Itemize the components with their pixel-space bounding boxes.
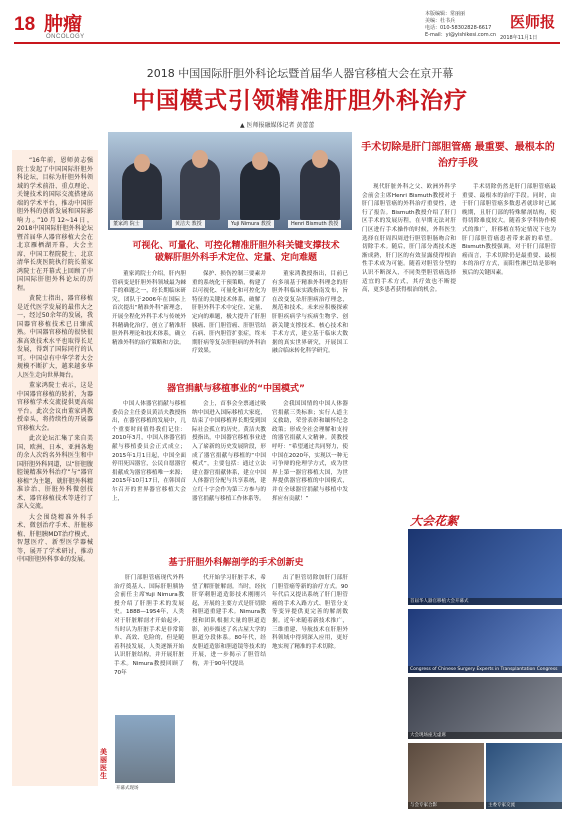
article-text: 现代肝脏外科之父、欧洲外科学会前会主席Henri Bismuth教授对于肝门部胆管癌的外科治疗重要性，进行了报告。Bismuth教授介绍了肝门区手术的发展历程，在早期无法对肝门区进行手术操作的时候，外科医生选择在肝周四周进行胆管胆肠吻合和切除手术。随后，肝门部分离技术逐渐成熟，肝门区的有效显露使得根治性手术成为可能。随着对胆管分型的认识不断深入，不同类型胆管癌选择适宜的手术方式，其疗效也不断提高，更多患者获得根治的机会。	[362, 184, 456, 294]
article-column	[112, 270, 186, 347]
sidebar-paragraph: 黄院士指出，器官移植是近代医学发展的最伟大之一，经过50余年的发展，我国器官移植技术已日臻成熟。中国器官移植的很快很准高效技术水平也取得长足发展，得到了国际同行的认可。中国卓有中华学者大会规模不断扩大，越来越多华人医生走向世界舞台。	[17, 295, 93, 379]
article-column	[192, 270, 266, 356]
speaker-head	[134, 154, 150, 172]
photo-caption: Yuji Nimura 教授	[228, 220, 274, 228]
sidebar-paragraph: “16年前，恩师黄志强院士发起了中国国际肝胆外科论坛，目标为肝胆外科领域的学术前沿、重点理论、关键技术的国际交流搭建高端的学术平台，推动中国肝胆外科的创新发展和国际影响力。”10月12~14日，2018中国国际肝胆外科论坛暨首届华人器官移植大会在北京雁栖湖开幕，大会主席、中国工程院院士、北京清华长庚医院执行院长董家鸿院士在开幕式上回顾了中国国际肝胆外科论坛的历程。	[17, 157, 93, 292]
sidebar-paragraph: 董家鸿院士表示，这是中国器官移植的转折，为器官移植学术交流提供更高端平台。此次会议由董家鸿教授牵头，将持续性的开展器官移植大会。	[17, 382, 93, 432]
byline: ▲ 医师报融媒体记者 黄蕾蕾	[240, 122, 315, 129]
article-text: 肝门部胆管癌现代外科治疗奠基人、国际肝胆胰协会前任主席Yuji Nimura教授介绍了肝胆手术的发展史。1888—1954年，人类对于肝脏解剖才开始起步，当时认为肝脏手术是非常简单、高效、危险的，但是随着科技发展，人类逐渐开始认识肝脏结构，并开展肝脏手术。Nimura教授回顾了70年	[114, 575, 184, 676]
section-title-en: ONCOLOGY	[46, 34, 85, 40]
gallery-caption: 主委专家交流	[486, 802, 562, 809]
sidebar-footer: 美丽医生	[100, 748, 107, 780]
speakers-photo	[108, 132, 352, 230]
gallery-caption: 大会现场座无虚席	[408, 732, 562, 739]
issue-date: 2018年11月1日	[500, 35, 538, 41]
gallery-photo	[408, 609, 562, 673]
photo-caption: Henri Bismuth 教授	[288, 220, 341, 228]
article-column	[272, 400, 348, 503]
speaker-head	[192, 150, 208, 168]
sidebar-paragraph: 此次论坛汇集了来自美国、欧洲、日本、亚洲各地的余人次约名外科医生和中国肝胆外科同道，以“肝胆腹腔镜精准外科治疗”与“器官移植”为主题，就肝胆外科精准诊治、肝脏外科微创技术、器官移植技术等进行了深入交流。	[17, 435, 93, 510]
gallery-photo	[408, 677, 562, 739]
article-text: 会上，首事会全票通过吸纳中国进入国际移植大家庭，结束了中国移植界长期受到国际社会孤立的历史。黄洁夫教授指出，中国器官移植事业进入了崭新的历史发展阶段，形成了器官捐献与移植的“中国模式”，主要包括：通过立法建立器官捐献体系，建立中国人体器官分配与共享系统，建立红十字会作为第三方参与的器官捐献与移植工作体系等。	[192, 401, 266, 502]
designer-line: 美编：杜书兵	[425, 18, 456, 24]
gallery-caption: 首届华人器官移植大会开幕式	[408, 598, 562, 605]
article-text: 董家鸿院士介绍，肝内胆管病变是肝胆外科领域最为棘手的难题之一，经长期临床研究，团队于2006年在国际上首次提出“精准外科”新理念，开展全程化外科手术与传统外科精确化治疗，创立了精准肝胆外科理论和技术体系，确立精准外科的治疗策略和方法。	[112, 271, 186, 346]
article-column	[114, 574, 184, 712]
article-column	[112, 400, 186, 503]
article-column	[272, 270, 348, 356]
sidebar-paragraph: 大会围绕精准外科手术、微创治疗手术、肝脏移植、肝胆胰MDT治疗模式、智慧医疗、新型医学器械等，展开了学术研讨，推动中国肝胆外科事业的发展。	[17, 513, 93, 563]
section-heading: 器官捐献与移植事业的“中国模式”	[167, 384, 305, 394]
article-text: 中国人体器官捐献与移植委员会主任委员黄洁夫教授指出，在器官移植的发展中，几个重要时间值得我们记住：2010年3月，中国人体器官捐献与移植委员会正式成立；2015年1月1日起，中国全面停用死囚器官，公民自愿器官捐献成为器官移植唯一来源；2015年10月17日，在韩国首尔召开的世界器官移植大会上，	[112, 401, 186, 502]
sidebar-editorial	[12, 150, 98, 786]
article-column	[362, 183, 456, 295]
article-text: 代开始学习肝脏手术，希望了解肝脏解剖。当时，经抗肝穿刺胆道造影技术刚刚兴起，开展的主要方式是肝切除和胆道重建手术。Nimura教授和团队根据大量的胆道造影，初步描述了名古屋大学的胆道分段体系。80年代，经皮胆道造影和胆道镜等技术的开展，进一步揭示了胆管结构，并于90年代提出	[192, 575, 266, 667]
opening-photo	[115, 715, 175, 783]
gallery-caption: Congress of Chinese Surgery Experts in Transplantation Congress	[408, 666, 562, 673]
opening-photo-caption: 开幕式现场	[116, 786, 139, 791]
section-heading: 可视化、可量化、可控化精准肝胆外科关键支撑技术 破解肝胆外科手术定位、定量、定向难题	[132, 241, 340, 263]
article-text: 出了胆管切除加肝门部肝门胆管癌等新的治疗方式。90年代后又提出系统了肝门胆管癌的手术入路方式、胆管分支等变异提供更完善的解剖数据。近年来随着新技术推广，三维重建、导航技术在肝胆外科领域中得到深入应用，更好地实现了精准的手术切除。	[272, 575, 348, 650]
newspaper-logo: 医师报	[510, 13, 556, 31]
headline-title: 中国模式引领精准肝胆外科治疗	[132, 88, 468, 114]
headline-supertitle: 2018 中国国际肝胆外科论坛暨首届华人器官移植大会在京开幕	[146, 67, 454, 80]
editor-line: 本版编辑：常丽丽	[425, 11, 466, 17]
photo-caption: 黄洁夫 教授	[172, 220, 205, 228]
section-title: 肿瘤	[44, 13, 83, 35]
page-number: 18	[14, 14, 36, 35]
gallery-title: 大会花絮	[410, 514, 459, 528]
gallery-caption: 与会专家合影	[408, 802, 484, 809]
phone-line: 电话：010-58302828-6617	[425, 25, 492, 31]
gallery-photo	[486, 743, 562, 809]
article-text: 董家鸿教授指出，目前已有多项基于精准外科理念的肝胆外科临床实践指南发布，旨在改变复杂肝胆病治疗理念，规范和技术。未来应积极探索肝胆疾病学与疾病生物学、创新关键支撑技术、核心技术和手术方式，建立基于临床大数据的真实世界研究，开展国工融合临床转化科学研究。	[272, 271, 348, 355]
speaker-head	[312, 150, 328, 168]
section-heading: 基于肝胆外科解剖学的手术创新史	[168, 558, 304, 568]
speaker-head	[252, 152, 268, 170]
event-gallery	[408, 511, 562, 811]
article-column	[192, 400, 266, 503]
article-column	[192, 574, 266, 669]
article-text: 手术切除仍然是肝门部胆管癌最重要、最根本的治疗手段。同时，由于肝门部胆管癌多数患者就诊时已属晚期，且肝门部的特殊解剖结构，使得切除难度较大。随着多学科协作模式的推广，肝移植在特定情况下也为肝门部胆管癌患者带来新的希望。Bismuth教授强调，对于肝门部胆管癌而言，手术切除仍是最重要、最根本的治疗方式，而阳性淋巴结是影响预后的关键因素。	[462, 184, 556, 276]
email-line: E-mail：yi@yishikesi.com.cn	[425, 32, 497, 38]
gallery-photo	[408, 529, 562, 605]
article-text: 会我国国情的中国人体器官捐献三类标准；实行人道主义救助，荣誉表彰和缅怀纪念政策；形成全社会理解和支持的器官捐献人文精神。黄教授呼吁：“希望通过共同努力，使中国在2020年，实现以一种无可争辩的伦理学方式，成为世界上第一器官移植大国，为世界提供器官移植的中国模式，并在全球器官捐献与移植中发挥应有贡献！”	[272, 401, 348, 502]
right-section-heading: 手术切除是肝门部胆管癌 最重要、最根本的治疗手段	[361, 142, 555, 169]
gallery-photo	[408, 743, 484, 809]
article-column	[272, 574, 348, 651]
article-text: 保护、损伤控制三要素并重的系统化干预策略，构建了以可视化、可量化和可控化为特征的关键技术体系，破解了肝胆外科手术中定位、定量、定向的难题，极大提升了肝胆胰癌、肝门胆管癌、肝胆管结石病、肝内胆管扩张症，终末期肝病等复杂肝胆病的外科治疗效果。	[192, 271, 266, 355]
header-divider	[14, 42, 560, 44]
photo-caption: 董家鸿 院士	[110, 220, 143, 228]
article-column	[462, 183, 556, 278]
